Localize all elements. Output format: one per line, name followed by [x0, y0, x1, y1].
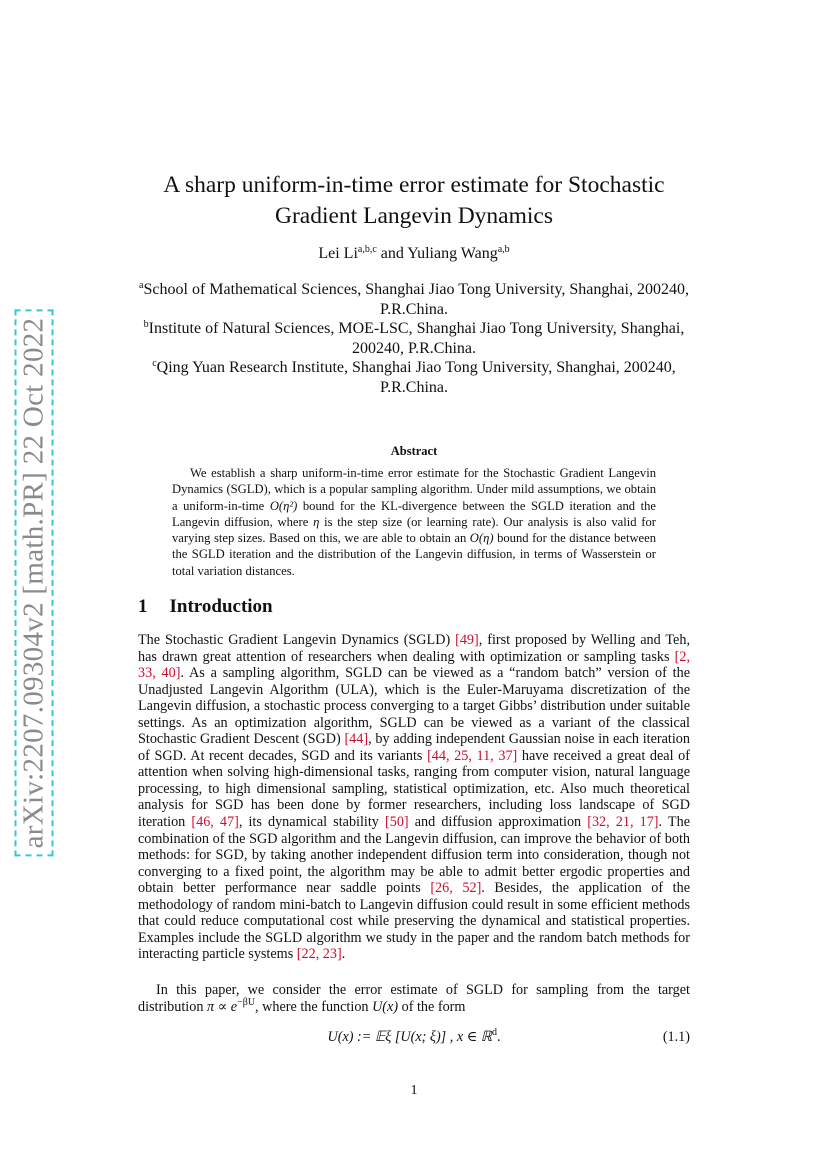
abstract-heading: Abstract: [390, 444, 438, 458]
affiliation-item: [138, 319, 690, 358]
citation-link[interactable]: [49]: [455, 632, 479, 648]
intro-text: The Stochastic Gradient Langevin Dynamics (SGLD): [138, 632, 456, 648]
intro-text: In this paper, we consider the error estimate of SGLD for sampling from the target distribution: [138, 982, 690, 1015]
abstract-math: O(η): [469, 531, 494, 546]
citation-link[interactable]: [22, 23]: [296, 946, 342, 963]
affiliations: [138, 280, 690, 397]
intro-text: have received a great deal of attention when solving high-dimensional tasks, ranging from computer vision, natural language processing, to high dimensional sampling, statistical optimization, etc. Also much theoretical analysis for SGD has been done by former researchers, including loss landscape of SGD iteration: [138, 747, 690, 831]
author-affiliation-marks: a,b: [497, 244, 510, 255]
affiliation-item: [138, 358, 690, 397]
intro-text: . Besides, the application of the methodology of random mini-batch to Langevin diffusion could result in some efficient methods that could reduce computational cost while preserving the dynamical and statistical properties. Examples include the SGLD algorithm we study in the paper and the random batch methods for interacting particle systems: [138, 880, 690, 963]
affiliation-mark: c: [152, 358, 157, 369]
citation-link[interactable]: [50]: [385, 814, 409, 831]
author-connector: and: [376, 245, 408, 262]
abstract-text-part: bound for the distance between the SGLD iteration and the distribution of the Langevin diffusion, in terms of Wasserstein or total variation distances.: [172, 531, 657, 578]
arxiv-identifier[interactable]: arXiv:2207.09304v2 [math.PR] 22 Oct 2022: [15, 310, 54, 857]
affiliation-text: School of Mathematical Sciences, Shanghai Jiao Tong University, Shanghai, 200240, P.R.China.: [143, 281, 689, 318]
inline-math: U(x): [372, 998, 399, 1015]
intro-paragraph: [138, 632, 690, 963]
abstract-text-part: We establish a sharp uniform-in-time error estimate for the Stochastic Gradient Langevin Dynamics (SGLD), which is a popular sampling algorithm. Under mild assumptions, we obtain a uniform-in-time: [172, 466, 656, 513]
section-title: Introduction: [169, 596, 273, 617]
intro-text: . The combination of the SGD algorithm and the Langevin diffusion, can improve the behavior of both methods: for SGD, by taking another independent diffusion term into consideration, though not converging to a fixed point, the algorithm may be able to admit better ergodic properties and obtain better performance near saddle points: [138, 814, 690, 897]
equation-number: (1.1): [662, 1029, 690, 1045]
affiliation-text: Institute of Natural Sciences, MOE-LSC, Shanghai Jiao Tong University, Shanghai, 200240, P.R.China.: [148, 320, 685, 357]
affiliation-text: Qing Yuan Research Institute, Shanghai Jiao Tong University, Shanghai, 200240, P.R.China.: [156, 359, 676, 396]
equation-exponent: d: [491, 1027, 497, 1038]
inline-math: π ∝ e: [206, 998, 238, 1015]
equation-1-1: [138, 1029, 690, 1049]
page-number: 1: [410, 1083, 418, 1098]
citation-link[interactable]: [2, 33, 40]: [138, 648, 690, 682]
intro-text: , its dynamical stability: [238, 814, 385, 831]
intro-text: .: [341, 946, 346, 963]
abstract-text-part: bound for the KL-divergence between the SGLD iteration and the Langevin diffusion, where: [172, 498, 657, 529]
abstract-math: η: [313, 514, 320, 529]
inline-math-exponent: −βU: [237, 996, 256, 1008]
equation-body: [138, 1029, 690, 1046]
intro-text: of the form: [398, 998, 466, 1015]
intro-text: , by adding independent Gaussian noise in each iteration of SGD. At recent decades, SGD and its variants: [138, 731, 690, 764]
equation-text: U(x) := 𝔼ξ [U(x; ξ)] , x ∈ ℝ: [327, 1029, 492, 1045]
intro-text: , first proposed by Welling and Teh, has drawn great attention of researchers when dealing with optimization or sampling tasks: [138, 632, 690, 665]
citation-link[interactable]: [26, 52]: [430, 880, 482, 897]
author-affiliation-marks: a,b,c: [357, 244, 377, 255]
author-name: Yuliang Wang: [407, 245, 498, 262]
author-list: [0, 245, 828, 263]
citation-link[interactable]: [44, 25, 11, 37]: [427, 747, 518, 764]
affiliation-item: [138, 280, 690, 319]
arxiv-sidebar: [14, 318, 54, 848]
title-line-1: A sharp uniform-in-time error estimate for Stochastic: [163, 172, 665, 198]
section-heading: [138, 596, 273, 618]
abstract-text-part: is the step size (or learning rate). Our analysis is also valid for varying step sizes. Based on this, we are able to obtain an: [172, 514, 656, 546]
citation-link[interactable]: [44]: [344, 731, 369, 748]
intro-text: and diffusion approximation: [408, 814, 588, 831]
intro-paragraph-2: [138, 982, 690, 1015]
intro-text: , where the function: [255, 998, 373, 1015]
abstract-text: [172, 465, 656, 579]
equation-end: .: [496, 1029, 501, 1045]
paper-title: [0, 170, 828, 232]
title-line-2: Gradient Langevin Dynamics: [275, 203, 553, 229]
author-name: Lei Li: [318, 245, 358, 262]
affiliation-mark: b: [143, 319, 149, 330]
intro-text: . As a sampling algorithm, SGLD can be viewed as a “random batch” version of the Unadjusted Langevin Algorithm (ULA), which is the Euler-Maruyama discretization of the Langevin diffusion, a stochastic process converging to a target Gibbs’ distribution under suitable settings. As an optimization algorithm, SGLD can be viewed as a variant of the classical Stochastic Gradient Descent (SGD): [138, 665, 690, 748]
citation-link[interactable]: [46, 47]: [191, 814, 239, 831]
section-number: 1: [138, 596, 148, 617]
citation-link[interactable]: [32, 21, 17]: [587, 814, 659, 831]
affiliation-mark: a: [139, 280, 144, 291]
abstract-math: O(η²): [269, 498, 298, 513]
